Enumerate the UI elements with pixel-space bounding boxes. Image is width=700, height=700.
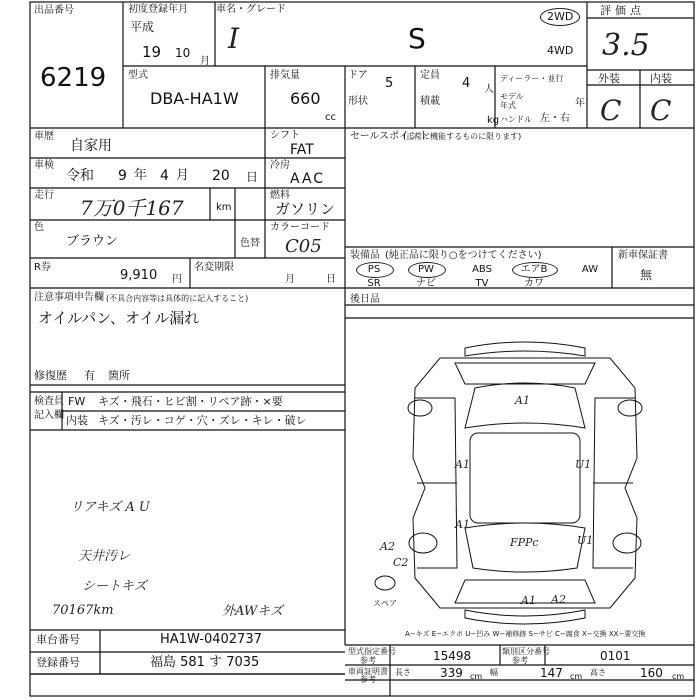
drive-4wd: 4WD [547, 44, 574, 57]
shift-label: シフト [270, 130, 300, 141]
mark-right-front: U1 [575, 458, 592, 471]
ac-value: AAC [290, 171, 326, 187]
model-code-label: 型式 [128, 70, 148, 81]
equip-pw: PW [418, 264, 434, 275]
load-label: 積載 [420, 96, 440, 107]
wheel-front-right [613, 533, 641, 553]
equip-ps: PS [367, 264, 381, 275]
cert-label: 車両証明書 [348, 667, 388, 676]
mark-left-quarter: A2 [380, 540, 395, 553]
handwritten-note-1: リアキズ A U [70, 500, 150, 515]
capacity-label: 定員 [420, 70, 440, 81]
color-value: ブラウン [66, 234, 119, 249]
length-value: 339 [440, 666, 463, 680]
caution-text: オイルパン、オイル漏れ [38, 309, 200, 327]
front-bumper [465, 342, 585, 356]
doors: 5 [385, 76, 394, 91]
inspection-month: 4 [160, 168, 169, 184]
use-value: 自家用 [70, 138, 112, 154]
damage-legend: A−キズ E−エクボ U−凹み W−補修跡 S−サビ C−腐食 X−交換 XX−要交換 [405, 630, 646, 638]
warranty-value: 無 [640, 268, 653, 282]
chassis-number: HA1W-0402737 [160, 632, 262, 647]
inspection-month-unit: 月 [176, 168, 190, 183]
inspection-label: 車検 [34, 160, 54, 171]
after-parts-label: 後日品 [350, 294, 380, 305]
equip-airbag: エアB [520, 264, 548, 275]
caution-sub: (不具合内容等は具体的に記入すること) [106, 294, 249, 303]
recycle-label: R券 [34, 262, 51, 273]
lot-number-label: 出品番号 [34, 5, 74, 16]
mileage-unit: km [216, 202, 232, 213]
class-number: 0101 [600, 649, 631, 663]
recycle-amount: 9,910 [120, 268, 158, 283]
width-label: 幅 [490, 668, 498, 677]
use-label: 車歴 [34, 131, 54, 142]
shift-value: FAT [290, 142, 314, 158]
score: 3.5 [602, 28, 650, 63]
plate-label: 登録番号 [36, 656, 80, 669]
left-mirror-icon [408, 400, 432, 416]
mark-hood: A1 [515, 394, 530, 407]
class-sub: 参考 [512, 656, 528, 665]
displacement: 660 [290, 89, 321, 108]
door-label: ドア [348, 70, 368, 81]
mark-left-rear: A1 [455, 518, 470, 531]
name-change-label: 名変期限 [194, 262, 234, 273]
capacity-unit: 人 [484, 84, 494, 95]
mark-tailgate: FPPc [510, 536, 539, 549]
repair-value: 有 [84, 369, 95, 382]
repair-label: 修復歴 [34, 369, 67, 382]
name-change-day: 日 [326, 274, 336, 285]
score-label: 評価点 [600, 4, 645, 17]
length-label: 長さ [395, 668, 411, 677]
width-unit: cm [570, 672, 583, 681]
equipment-sub: (純正品に限り○をつけてください) [385, 250, 542, 261]
inspection-year-unit: 年 [134, 168, 148, 183]
car-damage-diagram [345, 318, 694, 645]
mark-rear-center: A1 [521, 594, 536, 607]
inspector-label-1: 検査員 [34, 396, 64, 407]
right-mirror-icon [618, 400, 642, 416]
car-name-grade-label: 車名・グレード [216, 4, 286, 15]
mark-left-front: A1 [455, 458, 470, 471]
equip-tv: TV [475, 278, 489, 289]
displacement-unit: cc [325, 112, 336, 123]
inspection-day: 20 [212, 168, 230, 184]
drive-2wd: 2WD [547, 10, 574, 23]
type-cert-sub: 参考 [360, 656, 376, 665]
name-change-month: 月 [285, 274, 295, 285]
class-label: 類別区分番号 [502, 647, 550, 656]
color-code-label: カラーコード [270, 222, 330, 233]
grade: S [408, 22, 426, 55]
fuel-label: 燃料 [270, 190, 290, 201]
handle-label: ハンドル [500, 115, 532, 124]
width-value: 147 [540, 666, 563, 680]
equipment-label: 装備品 [350, 250, 380, 261]
inspection-day-unit: 日 [246, 170, 259, 184]
year-unit: 年 [575, 98, 585, 109]
mileage-value: 7万0千167 [80, 196, 184, 220]
fuel-value: ガソリン [275, 200, 336, 218]
height-value: 160 [640, 666, 663, 680]
sales-point-sub: (正常に機能するものに限ります) [403, 132, 522, 141]
capacity: 4 [462, 76, 471, 91]
hood [455, 363, 595, 384]
color-label: 色 [34, 222, 44, 233]
shape-label: 形状 [348, 96, 368, 107]
caution-label: 注意事項申告欄 [34, 292, 104, 303]
handwritten-note-4: 70167km [52, 603, 114, 618]
chassis-label: 車台番号 [36, 633, 80, 646]
length-unit: cm [470, 672, 483, 681]
model-code: DBA-HA1W [150, 89, 239, 108]
equip-aw: AW [581, 264, 599, 275]
color-code: C05 [285, 236, 322, 257]
inspector-label-2: 記入欄 [34, 410, 64, 421]
inspector-row1-items: キズ・飛石・ヒビ割・リペア跡・×要 [98, 395, 283, 408]
inspection-year: 9 [118, 168, 127, 184]
model-year-label: モデル年式 [500, 92, 524, 110]
height-unit: cm [672, 672, 685, 681]
inspector-row1-head: FW [68, 395, 86, 408]
exterior-label: 外装 [598, 72, 620, 85]
equip-sr: SR [367, 278, 381, 289]
dealer-label: ディーラー・並行 [500, 74, 564, 83]
equip-navi: ナビ [416, 278, 436, 289]
repair-unit: 箇所 [108, 369, 130, 382]
mark-right-rear: U1 [577, 534, 594, 547]
mileage-label: 走行 [34, 190, 54, 201]
handwritten-note-2: 天井汚レ [78, 549, 131, 564]
load-unit: kg [487, 115, 500, 126]
car-name: I [228, 22, 240, 55]
handwritten-note-3: シートキズ [82, 579, 147, 594]
interior-grade: C [650, 94, 672, 127]
ac-label: 冷房 [270, 160, 290, 171]
interior-label: 内装 [650, 72, 672, 85]
inspector-row2-head: 内装 [66, 414, 88, 427]
registration-month: 10 [175, 46, 191, 60]
month-unit: 月 [200, 56, 210, 67]
lot-number: 6219 [40, 63, 107, 93]
inspector-row2-items: キズ・汚レ・コゲ・穴・ズレ・キレ・破レ [98, 414, 307, 427]
handle-options: 左・右 [540, 113, 570, 124]
registration-year: 19 [142, 43, 162, 61]
mark-rear-bumper: A2 [551, 593, 566, 606]
era: 平成 [130, 20, 155, 34]
yen-unit: 円 [172, 274, 182, 285]
roof [470, 433, 580, 523]
height-label: 高さ [590, 668, 606, 677]
plate-number: 福島 581 す 7035 [150, 655, 260, 670]
spare-label: スペア [373, 599, 397, 608]
spare-tire-icon [375, 576, 395, 590]
exterior-grade: C [600, 94, 622, 127]
handwritten-note-5: 外AWキズ [222, 604, 283, 619]
first-registration-label: 初度登録年月 [128, 4, 188, 15]
inspection-era: 令和 [66, 168, 94, 184]
equip-leather: カワ [524, 278, 544, 289]
wheel-front-left [409, 533, 437, 553]
displacement-label: 排気量 [270, 70, 300, 81]
sales-point-label: セールスポイント [350, 131, 430, 142]
cert-sub: 参考 [360, 675, 376, 684]
type-cert-number: 15498 [433, 649, 472, 663]
rear-bumper [465, 610, 585, 624]
equip-abs: ABS [472, 264, 492, 275]
type-cert-label: 型式指定番号 [348, 647, 396, 656]
new-warranty-label: 新車保証書 [618, 250, 668, 261]
mark-left-quarter-2: C2 [393, 556, 409, 569]
color-change-label: 色替 [240, 238, 260, 249]
